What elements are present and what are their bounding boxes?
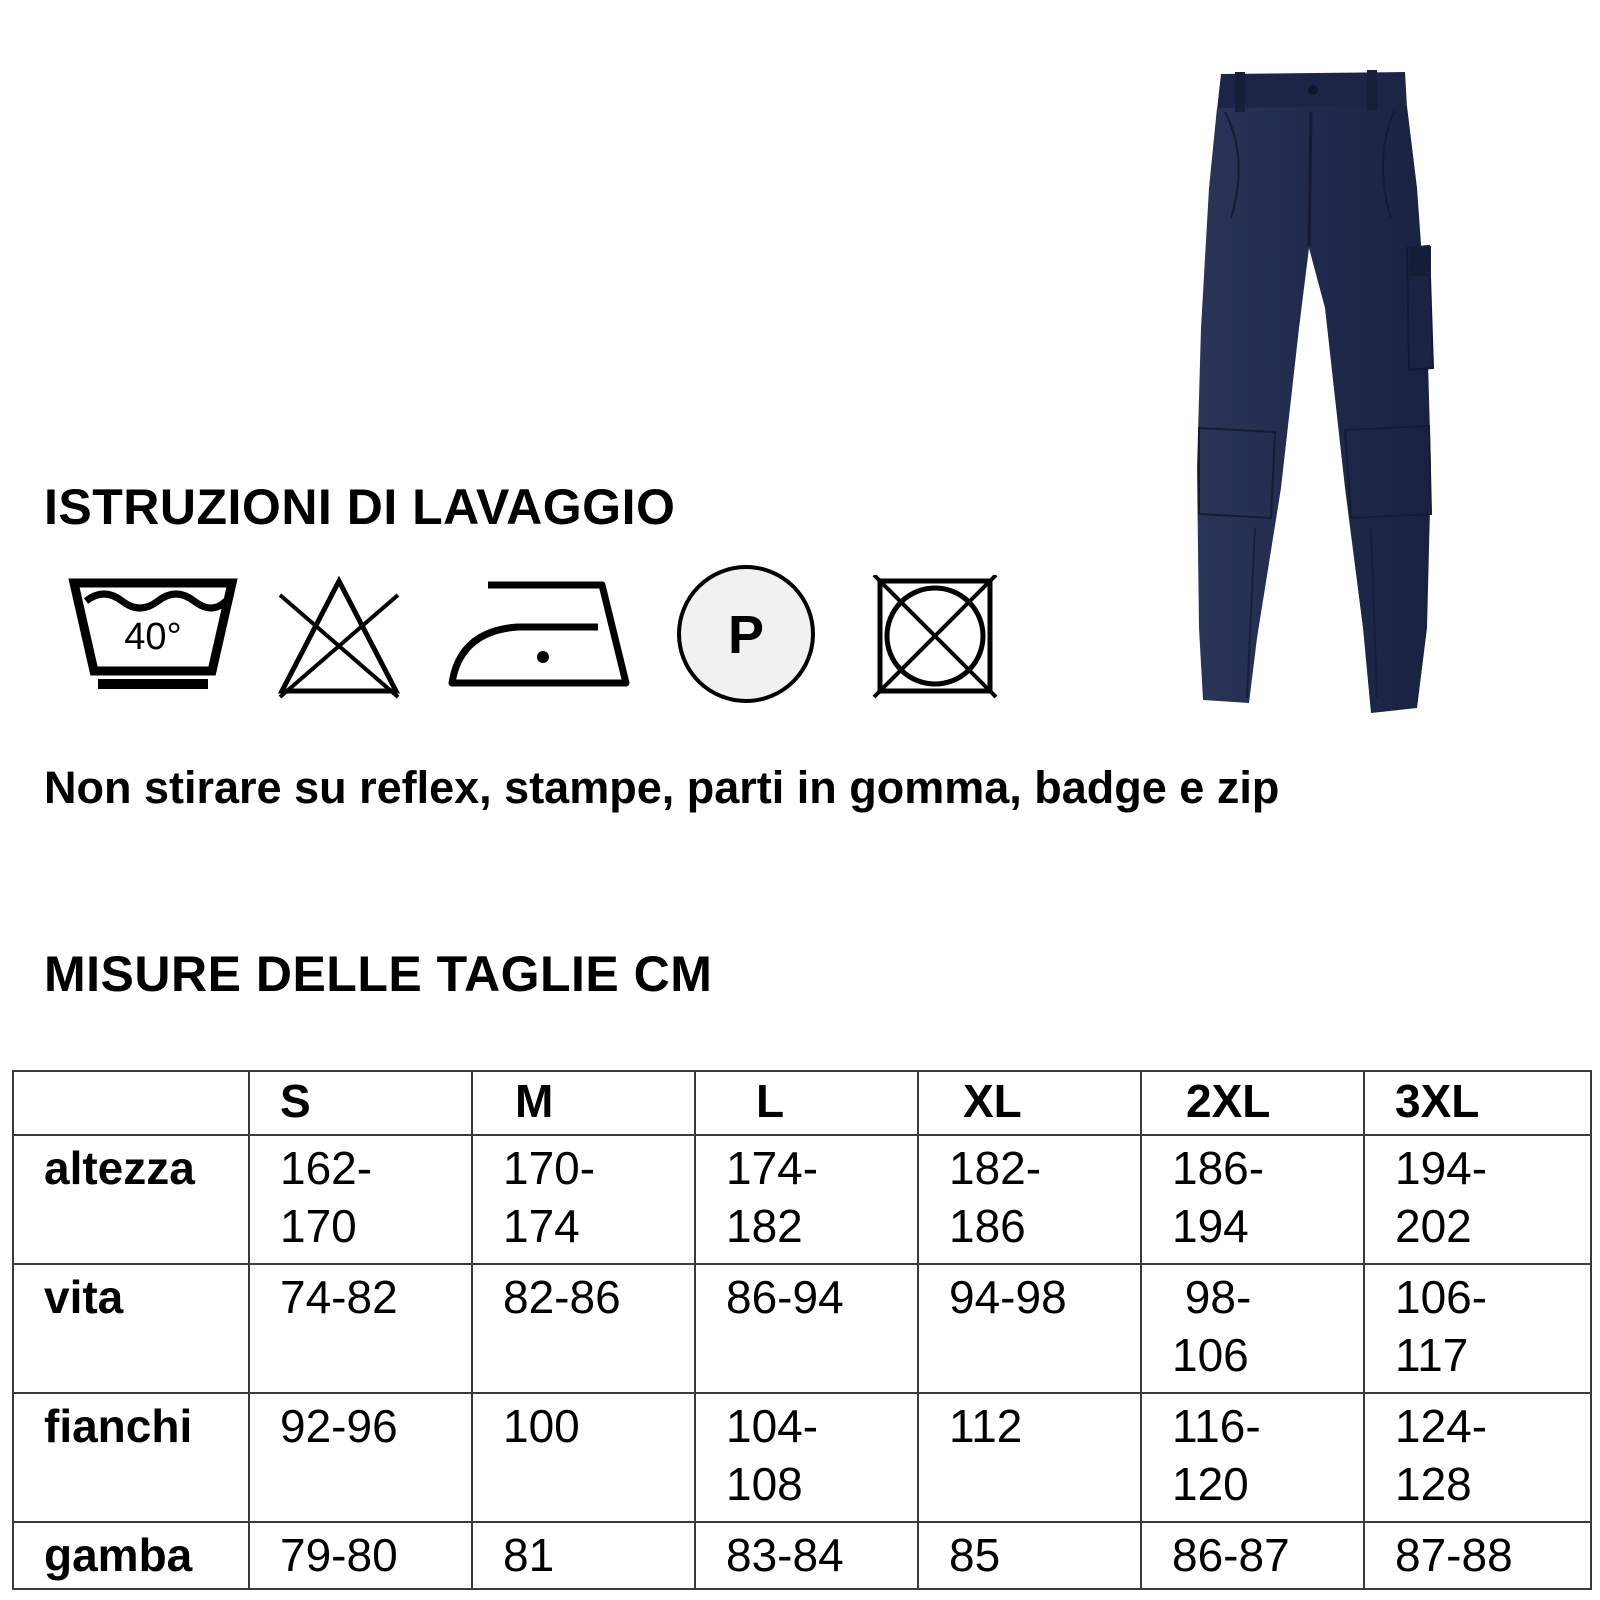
wash-40-icon bbox=[68, 575, 238, 700]
cell-value: 106- 117 bbox=[1395, 1271, 1488, 1381]
table-cell bbox=[249, 1522, 472, 1589]
cell-value: 92-96 bbox=[280, 1400, 398, 1452]
table-cell bbox=[1141, 1264, 1364, 1393]
cell-value: 112 bbox=[949, 1400, 1023, 1452]
size-table bbox=[12, 1070, 1592, 1590]
cell-value: 85 bbox=[949, 1529, 1001, 1581]
table-cell bbox=[1141, 1393, 1364, 1522]
table-row bbox=[13, 1522, 1591, 1589]
size-header-row bbox=[13, 1071, 1591, 1135]
table-cell bbox=[249, 1135, 472, 1264]
table-cell bbox=[472, 1135, 695, 1264]
table-cell bbox=[918, 1393, 1141, 1522]
size-chart-title: MISURE DELLE TAGLIE CM bbox=[44, 946, 713, 1002]
measurement-label: altezza bbox=[13, 1135, 249, 1264]
trousers-icon bbox=[1195, 68, 1455, 738]
no-tumble-dry-icon bbox=[872, 575, 998, 700]
table-cell bbox=[1364, 1264, 1591, 1393]
no-bleach-icon bbox=[276, 575, 402, 700]
size-column-header: 3XL bbox=[1364, 1071, 1591, 1135]
cell-value: 86-94 bbox=[726, 1271, 844, 1323]
cell-value: 116- 120 bbox=[1172, 1400, 1261, 1510]
size-column-header: XL bbox=[918, 1071, 1141, 1135]
table-row bbox=[13, 1264, 1591, 1393]
cell-value: 86-87 bbox=[1172, 1529, 1290, 1581]
iron-low-icon bbox=[448, 575, 632, 700]
product-image bbox=[1195, 68, 1455, 738]
cell-value: 186- 194 bbox=[1172, 1142, 1265, 1252]
table-cell bbox=[472, 1264, 695, 1393]
cell-value: 170- 174 bbox=[503, 1142, 596, 1252]
table-cell bbox=[1364, 1522, 1591, 1589]
header-corner-cell bbox=[13, 1071, 249, 1135]
cell-value: 104- 108 bbox=[726, 1400, 819, 1510]
table-cell bbox=[1364, 1393, 1591, 1522]
size-column-header: M bbox=[472, 1071, 695, 1135]
cell-value: 174- 182 bbox=[726, 1142, 819, 1252]
table-cell bbox=[695, 1135, 918, 1264]
table-cell bbox=[249, 1264, 472, 1393]
cell-value: 82-86 bbox=[503, 1271, 621, 1323]
table-cell bbox=[695, 1522, 918, 1589]
cell-value: 98- 106 bbox=[1172, 1271, 1252, 1381]
wash-instructions-title: ISTRUZIONI DI LAVAGGIO bbox=[44, 479, 676, 535]
cell-value: 94-98 bbox=[949, 1271, 1067, 1323]
ironing-note: Non stirare su reflex, stampe, parti in gomma, badge e zip bbox=[44, 762, 1280, 813]
table-cell bbox=[472, 1522, 695, 1589]
size-column-header: L bbox=[695, 1071, 918, 1135]
size-column-header: S bbox=[249, 1071, 472, 1135]
table-cell bbox=[918, 1264, 1141, 1393]
dry-clean-p-icon bbox=[675, 575, 817, 705]
care-symbols bbox=[0, 575, 1040, 715]
table-cell bbox=[918, 1135, 1141, 1264]
dry-clean-letter: P bbox=[727, 605, 765, 665]
wash-temperature-label: 40° bbox=[124, 616, 182, 658]
table-cell bbox=[249, 1393, 472, 1522]
cell-value: 83-84 bbox=[726, 1529, 844, 1581]
cell-value: 74-82 bbox=[280, 1271, 398, 1323]
size-column-header: 2XL bbox=[1141, 1071, 1364, 1135]
cell-value: 182- 186 bbox=[949, 1142, 1042, 1252]
cell-value: 194- 202 bbox=[1395, 1142, 1488, 1252]
measurement-label: fianchi bbox=[13, 1393, 249, 1522]
table-cell bbox=[1364, 1135, 1591, 1264]
table-cell bbox=[472, 1393, 695, 1522]
table-cell bbox=[918, 1522, 1141, 1589]
cell-value: 162- 170 bbox=[280, 1142, 373, 1252]
cell-value: 81 bbox=[503, 1529, 555, 1581]
table-cell bbox=[1141, 1135, 1364, 1264]
cell-value: 124- 128 bbox=[1395, 1400, 1488, 1510]
table-cell bbox=[695, 1393, 918, 1522]
table-cell bbox=[1141, 1522, 1364, 1589]
measurement-label: gamba bbox=[13, 1522, 249, 1589]
cell-value: 87-88 bbox=[1395, 1529, 1513, 1581]
table-cell bbox=[695, 1264, 918, 1393]
cell-value: 79-80 bbox=[280, 1529, 398, 1581]
measurement-label: vita bbox=[13, 1264, 249, 1393]
cell-value: 100 bbox=[503, 1400, 580, 1452]
table-row bbox=[13, 1393, 1591, 1522]
table-row bbox=[13, 1135, 1591, 1264]
